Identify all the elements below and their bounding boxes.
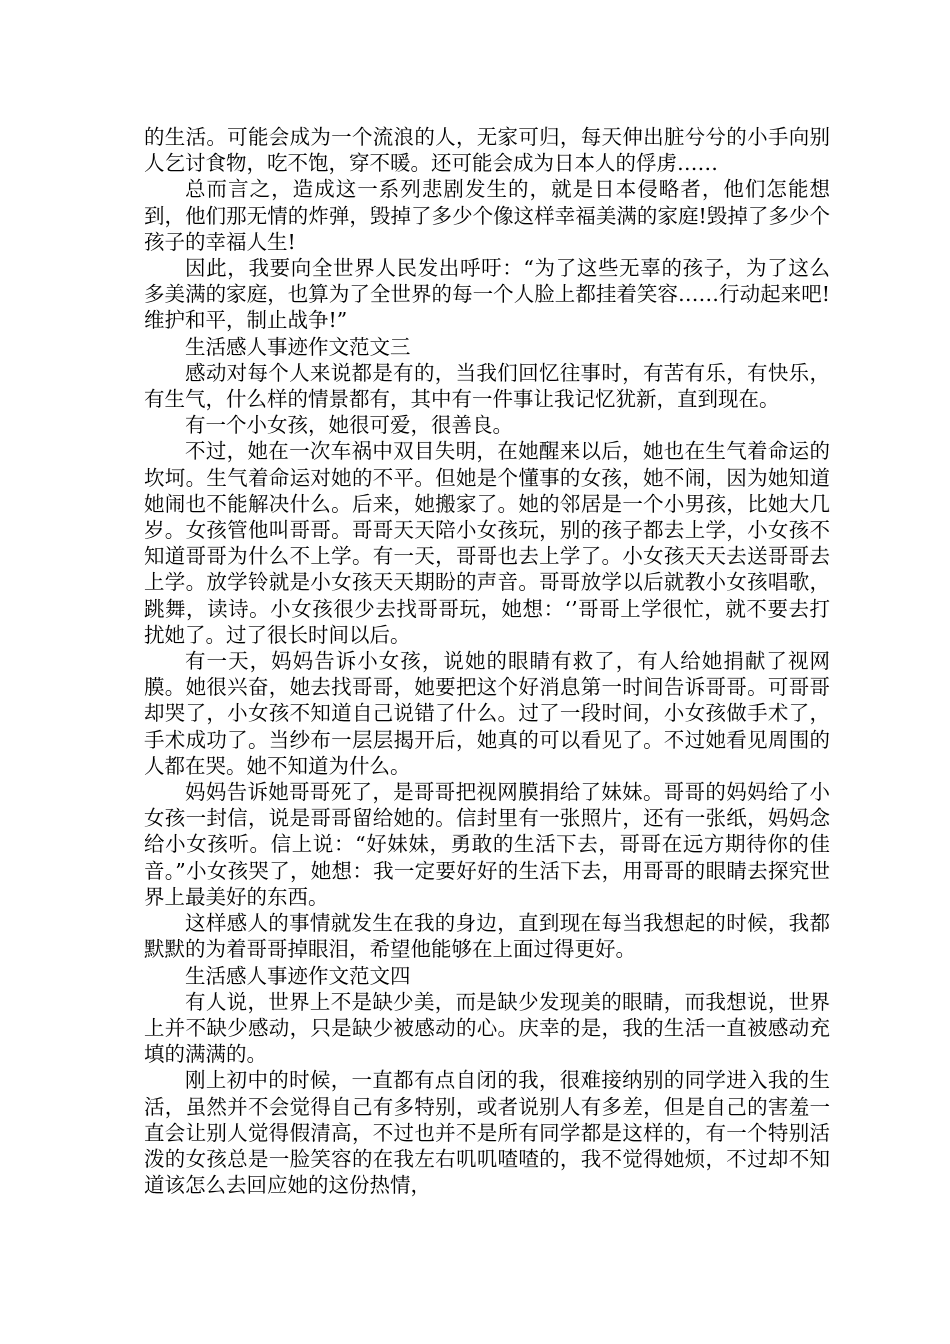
paragraph-11: 刚上初中的时候，一直都有点自闭的我，很难接纳别的同学进入我的生活，虽然并不会觉得自己有多特别，或者说别人有多差，但是自己的害羞一直会让别人觉得假清高，不过也并不是所有同学都是这样的，有一个特别活泼的女孩总是一脸笑容的在我左右叽叽喳喳的，我不觉得她烦，不过却不知道该怎么去回应她的这份热情，	[144, 1068, 830, 1198]
paragraph-5: 有一个小女孩，她很可爱，很善良。	[185, 413, 513, 438]
paragraph-4: 感动对每个人来说都是有的，当我们回忆往事时，有苦有乐，有快乐，有生气，什么样的情景都有，其中有一件事让我记忆犹新，直到现在。	[144, 360, 830, 412]
document-page	[144, 124, 830, 1198]
paragraph-10: 有人说，世界上不是缺少美，而是缺少发现美的眼睛，而我想说，世界上并不缺少感动，只是缺少被感动的心。庆幸的是，我的生活一直被感动充填的满满的。	[144, 989, 830, 1067]
paragraph-6: 不过，她在一次车祸中双目失明，在她醒来以后，她也在生气着命运的坎坷。生气着命运对她的不平。但她是个懂事的女孩，她不闹，因为她知道她闹也不能解决什么。后来，她搬家了。她的邻居是一个小男孩，比她大几岁。女孩管他叫哥哥。哥哥天天陪小女孩玩，别的孩子都去上学，小女孩不知道哥哥为什么不上学。有一天，哥哥也去上学了。小女孩天天去送哥哥去上学。放学铃就是小女孩天天期盼的声音。哥哥放学以后就教小女孩唱歌，跳舞，读诗。小女孩很少去找哥哥玩，她想：‘’哥哥上学很忙，就不要去打扰她了。过了很长时间以后。	[144, 439, 830, 647]
paragraph-1: 的生活。可能会成为一个流浪的人，无家可归，每天伸出脏兮兮的小手向别人乞讨食物，吃不饱，穿不暖。还可能会成为日本人的俘虏……	[144, 125, 830, 176]
paragraph-2: 总而言之，造成这一系列悲剧发生的，就是日本侵略者，他们怎能想到，他们那无情的炸弹，毁掉了多少个像这样幸福美满的家庭!毁掉了多少个孩子的幸福人生!	[144, 177, 830, 254]
paragraph-9: 这样感人的事情就发生在我的身边，直到现在每当我想起的时候，我都默默的为着哥哥掉眼泪，希望他能够在上面过得更好。	[144, 911, 830, 962]
paragraph-7: 有一天，妈妈告诉小女孩，说她的眼睛有救了，有人给她捐献了视网膜。她很兴奋，她去找哥哥，她要把这个好消息第一时间告诉哥哥。可哥哥却哭了，小女孩不知道自己说错了什么。过了一段时间，小女孩做手术了，手术成功了。当纱布一层层揭开后，她真的可以看见了。不过她看见周围的人都在哭。她不知道为什么。	[144, 649, 830, 778]
section-heading-4: 生活感人事迹作文范文四	[185, 963, 411, 988]
section-heading-3: 生活感人事迹作文范文三	[185, 334, 411, 359]
paragraph-3: 因此，我要向全世界人民发出呼吁：“为了这些无辜的孩子，为了这么多美满的家庭，也算为了全世界的每一个人脸上都挂着笑容……行动起来吧!维护和平，制止战争!”	[144, 256, 830, 333]
paragraph-8: 妈妈告诉她哥哥死了，是哥哥把视网膜捐给了妹妹。哥哥的妈妈给了小女孩一封信，说是哥哥留给她的。信封里有一张照片，还有一张纸，妈妈念给小女孩听。信上说：“好妹妹，勇敢的生活下去，哥哥在远方期待你的佳音。”小女孩哭了，她想：我一定要好好的生活下去，用哥哥的眼睛去探究世界上最美好的东西。	[144, 780, 830, 909]
